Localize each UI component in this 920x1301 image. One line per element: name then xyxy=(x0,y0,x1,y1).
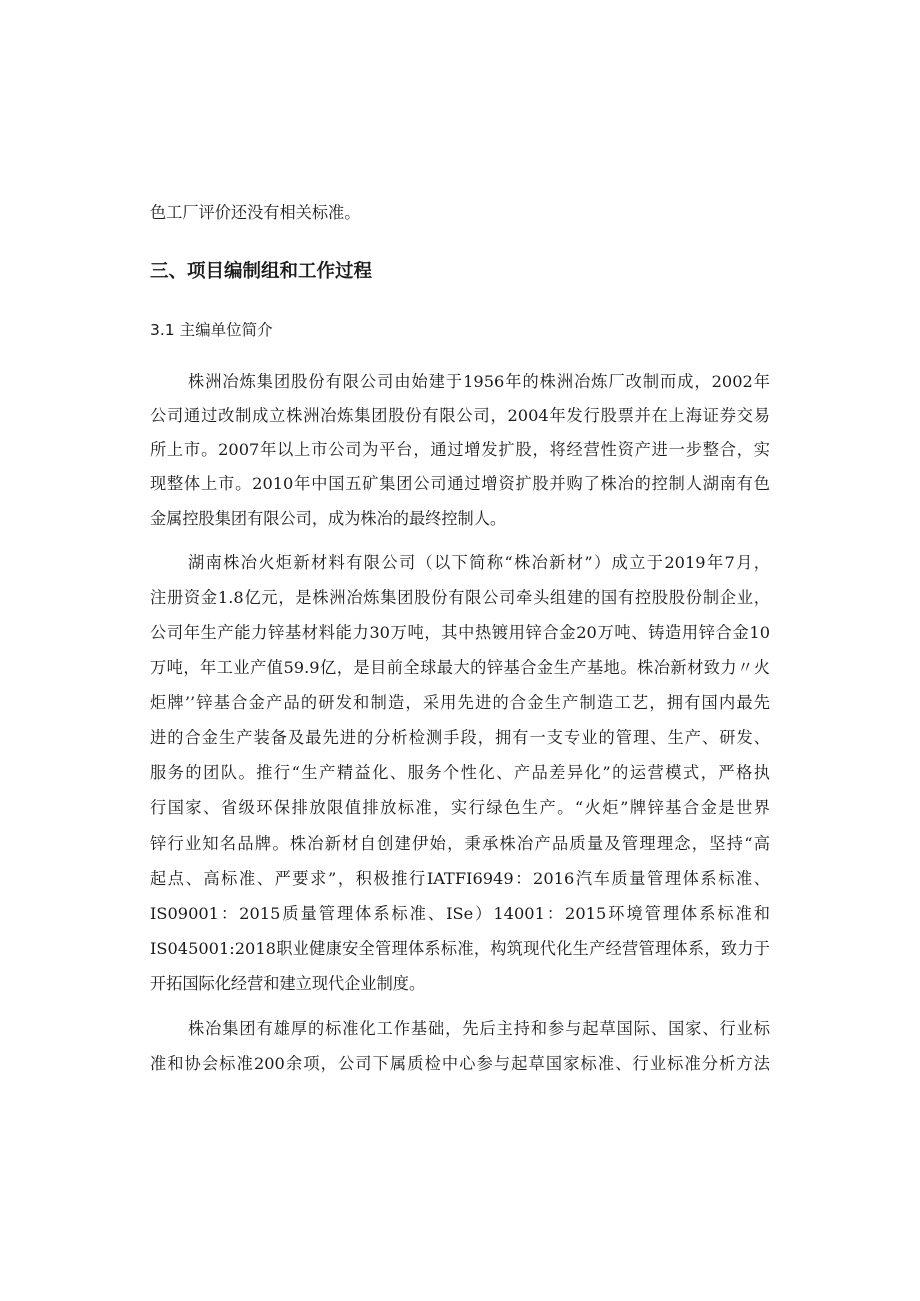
paragraph-line: 注册资金1.8亿元，是株洲冶炼集团股份有限公司牵头组建的国有控股股份制企业， xyxy=(150,588,770,607)
paragraph-line: 株冶集团有雄厚的标准化工作基础，先后主持和参与起草国际、国家、行业标 xyxy=(188,1019,770,1038)
paragraph-line: IS045001:2018职业健康安全管理体系标准，构筑现代化生产经营管理体系，致力于 xyxy=(150,939,770,958)
paragraph-line: 株洲冶炼集团股份有限公司由始建于1956年的株洲冶炼厂改制而成，2002年 xyxy=(188,372,770,391)
paragraph-line: 进的合金生产装备及最先进的分析检测手段，拥有一支专业的管理、生产、研发、 xyxy=(150,728,770,747)
paragraph-line: 万吨，年工业产值59.9亿，是目前全球最大的锌基合金生产基地。株冶新材致力〃火 xyxy=(150,658,770,677)
paragraph-line: 开拓国际化经营和建立现代企业制度。 xyxy=(150,974,426,993)
paragraph-line: 金属控股集团有限公司，成为株冶的最终控制人。 xyxy=(150,509,507,528)
paragraph-line: 准和协会标准200余项，公司下属质检中心参与起草国家标准、行业标准分析方法 xyxy=(150,1054,770,1073)
paragraph-line: IS09001：2015质量管理体系标准、ISe）14001：2015环境管理体系标准和 xyxy=(150,904,770,923)
paragraph-line: 现整体上市。2010年中国五矿集团公司通过增资扩股并购了株冶的控制人湖南有色 xyxy=(150,474,770,493)
subsection-heading: 3.1 主编单位简介 xyxy=(150,321,273,339)
paragraph-line: 服务的团队。推行“生产精益化、服务个性化、产品差异化”的运营模式，严格执 xyxy=(150,763,770,782)
paragraph-line: 锌行业知名品牌。株冶新材自创建伊始，秉承株冶产品质量及管理理念，坚持“高 xyxy=(150,834,770,853)
paragraph-line: 行国家、省级环保排放限值排放标准，实行绿色生产。“火炬”牌锌基合金是世界 xyxy=(150,798,770,817)
paragraph-line: 所上市。2007年以上市公司为平台，通过增发扩股，将经营性资产进一步整合，实 xyxy=(150,440,770,459)
continued-text: 色工厂评价还没有相关标准。 xyxy=(150,203,361,222)
paragraph-line: 公司通过改制成立株洲冶炼集团股份有限公司，2004年发行股票并在上海证券交易 xyxy=(150,406,770,425)
section-heading: 三、项目编制组和工作过程 xyxy=(150,261,373,282)
paragraph-line: 炬牌’’锌基合金产品的研发和制造，采用先进的合金生产制造工艺，拥有国内最先 xyxy=(150,693,770,712)
paragraph-line: 公司年生产能力锌基材料能力30万吨，其中热镀用锌合金20万吨、铸造用锌合金10 xyxy=(150,623,770,642)
paragraph-line: 湖南株冶火炬新材料有限公司（以下简称“株冶新材”）成立于2019年7月， xyxy=(188,553,770,572)
paragraph-line: 起点、高标准、严要求”，积极推行IATFI6949：2016汽车质量管理体系标准、 xyxy=(150,869,770,888)
